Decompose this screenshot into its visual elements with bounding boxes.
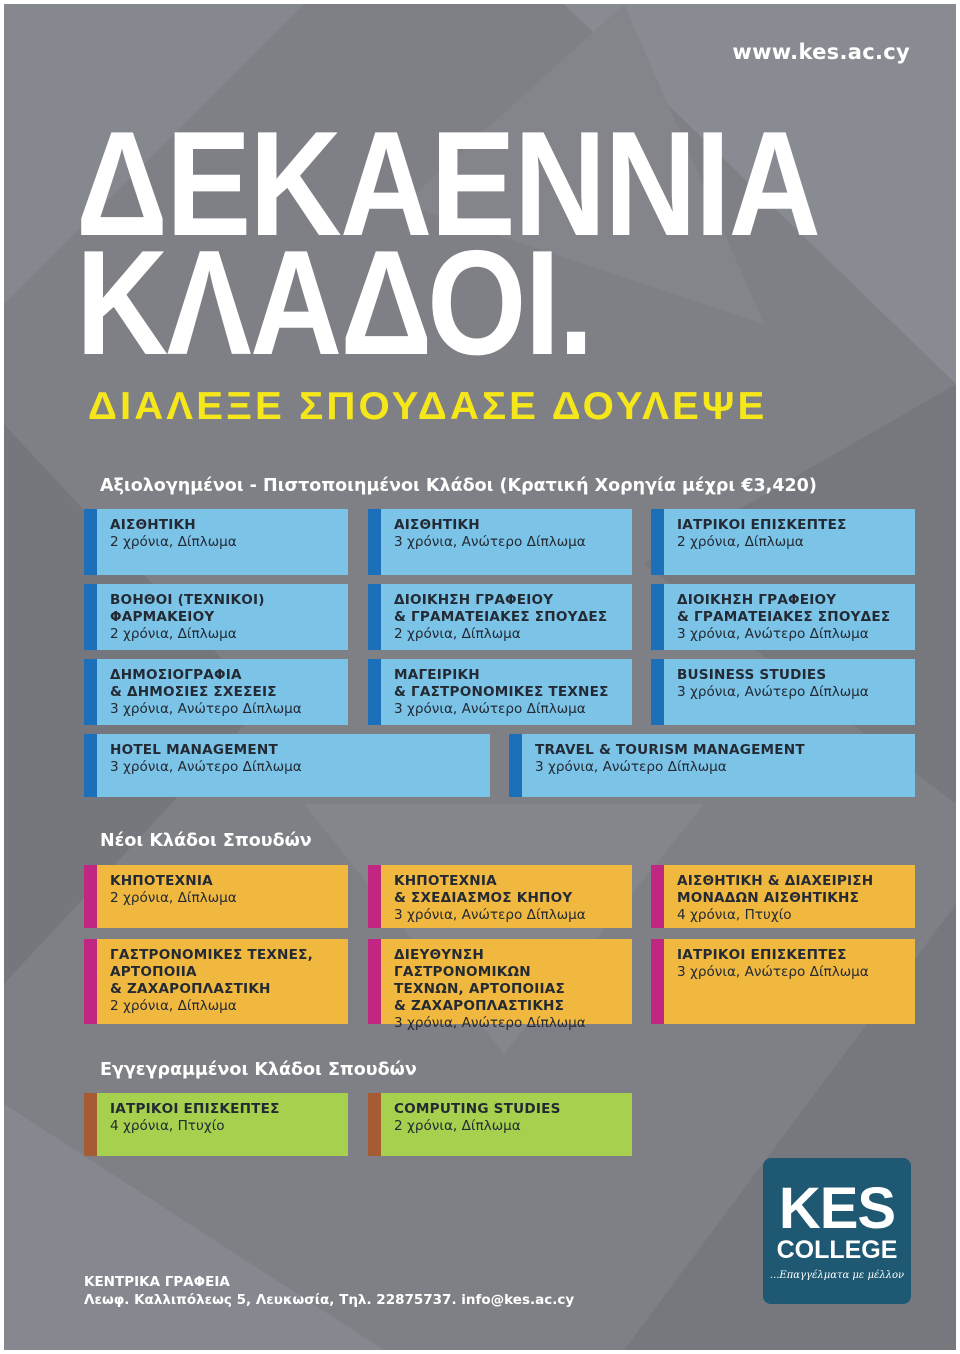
program-title: ΒΟΗΘΟΙ (ΤΕΧΝΙΚΟΙ) ΦΑΡΜΑΚΕΙΟΥ [110,592,265,625]
program-detail: 3 χρόνια, Ανώτερο Δίπλωμα [394,907,586,923]
program-card [84,939,348,1024]
program-card [368,509,632,575]
logo-tagline: ...Επαγγέλματα με μέλλον [769,1270,905,1281]
slogan: ΔΙΑΛΕΞΕ ΣΠΟΥΔΑΣΕ ΔΟΥΛΕΨΕ [88,385,768,428]
program-card [368,659,632,725]
program-detail: 2 χρόνια, Δίπλωμα [394,626,521,642]
program-card [368,865,632,928]
program-detail: 3 χρόνια, Ανώτερο Δίπλωμα [110,701,302,717]
headline-line-1: ΔΕΚΑΕΝΝΙΑ [76,100,820,268]
program-title: ΙΑΤΡΙΚΟΙ ΕΠΙΣΚΕΠΤΕΣ [677,947,847,963]
registered-programs-heading: Εγγεγραμμένοι Κλάδοι Σπουδών [100,1060,417,1080]
program-card [509,734,915,797]
program-title: ΙΑΤΡΙΚΟΙ ΕΠΙΣΚΕΠΤΕΣ [110,1101,280,1117]
logo-kes-text: KES [778,1176,896,1241]
logo-college-text: COLLEGE [776,1236,898,1264]
program-card [368,939,632,1031]
poster [4,4,956,1350]
program-title: COMPUTING STUDIES [394,1101,561,1117]
program-detail: 2 χρόνια, Δίπλωμα [110,534,237,550]
program-title: ΑΙΣΘΗΤΙΚΗ [110,517,196,533]
program-detail: 2 χρόνια, Δίπλωμα [110,890,237,906]
program-card [84,865,348,928]
program-title: ΔΙΕΥΘΥΝΣΗ ΓΑΣΤΡΟΝΟΜΙΚΩΝ ΤΕΧΝΩΝ, ΑΡΤΟΠΟΙΙΑΣ & ΖΑΧΑΡΟΠΛΑΣΤΙΚΗΣ [394,947,566,1014]
program-detail: 2 χρόνια, Δίπλωμα [110,626,237,642]
program-card [651,939,915,1024]
program-detail: 3 χρόνια, Ανώτερο Δίπλωμα [394,1015,586,1031]
program-card [651,584,915,650]
program-title: ΔΙΟΙΚΗΣΗ ΓΡΑΦΕΙΟΥ & ΓΡΑΜΑΤΕΙΑΚΕΣ ΣΠΟΥΔΕΣ [394,592,608,625]
program-detail: 3 χρόνια, Ανώτερο Δίπλωμα [677,684,869,700]
program-card [84,509,348,575]
program-detail: 2 χρόνια, Δίπλωμα [110,998,237,1014]
program-card [368,584,632,650]
footer-heading: ΚΕΝΤΡΙΚΑ ΓΡΑΦΕΙΑ [84,1274,230,1290]
program-detail: 4 χρόνια, Πτυχίο [110,1118,225,1134]
program-title: ΚΗΠΟΤΕΧΝΙΑ [110,873,213,889]
program-detail: 2 χρόνια, Δίπλωμα [677,534,804,550]
program-card [84,1093,348,1156]
program-detail: 3 χρόνια, Ανώτερο Δίπλωμα [110,759,302,775]
program-title: ΑΙΣΘΗΤΙΚΗ [394,517,480,533]
program-detail: 3 χρόνια, Ανώτερο Δίπλωμα [535,759,727,775]
program-title: ΔΙΟΙΚΗΣΗ ΓΡΑΦΕΙΟΥ & ΓΡΑΜΑΤΕΙΑΚΕΣ ΣΠΟΥΔΕΣ [677,592,891,625]
program-title: ΚΗΠΟΤΕΧΝΙΑ & ΣΧΕΔΙΑΣΜΟΣ ΚΗΠΟΥ [394,873,573,906]
program-card [84,734,490,797]
kes-college-logo [763,1158,911,1304]
program-title: HOTEL MANAGEMENT [110,742,278,758]
program-title: ΜΑΓΕΙΡΙΚΗ & ΓΑΣΤΡΟΝΟΜΙΚΕΣ ΤΕΧΝΕΣ [394,667,609,700]
program-detail: 3 χρόνια, Ανώτερο Δίπλωμα [394,701,586,717]
program-card [368,1093,632,1156]
program-title: TRAVEL & TOURISM MANAGEMENT [535,742,805,758]
program-detail: 3 χρόνια, Ανώτερο Δίπλωμα [394,534,586,550]
program-detail: 4 χρόνια, Πτυχίο [677,907,792,923]
program-card [651,509,915,575]
program-detail: 2 χρόνια, Δίπλωμα [394,1118,521,1134]
program-card [651,659,915,725]
headline-line-2: ΚΛΑΔΟΙ. [76,219,593,387]
new-programs-heading: Νέοι Κλάδοι Σπουδών [100,831,312,851]
accredited-heading: Αξιολογημένοι - Πιστοποιημένοι Κλάδοι (Κρατική Χορηγία μέχρι €3,420) [100,476,817,496]
program-detail: 3 χρόνια, Ανώτερο Δίπλωμα [677,626,869,642]
program-title: BUSINESS STUDIES [677,667,827,683]
website-url[interactable]: www.kes.ac.cy [732,40,910,64]
program-card [651,865,915,928]
program-title: ΑΙΣΘΗΤΙΚΗ & ΔΙΑΧΕΙΡΙΣΗ ΜΟΝΑΔΩΝ ΑΙΣΘΗΤΙΚΗΣ [677,873,874,906]
program-title: ΔΗΜΟΣΙΟΓΡΑΦΙΑ & ΔΗΜΟΣΙΕΣ ΣΧΕΣΕΙΣ [110,667,277,700]
program-detail: 3 χρόνια, Ανώτερο Δίπλωμα [677,964,869,980]
footer-address: Λεωφ. Καλλιπόλεως 5, Λευκωσία, Τηλ. 22875737. info@kes.ac.cy [84,1292,575,1308]
program-card [84,659,348,725]
program-title: ΓΑΣΤΡΟΝΟΜΙΚΕΣ ΤΕΧΝΕΣ, ΑΡΤΟΠΟΙΙΑ & ΖΑΧΑΡΟΠΛΑΣΤΙΚΗ [110,947,313,997]
program-card [84,584,348,650]
program-title: ΙΑΤΡΙΚΟΙ ΕΠΙΣΚΕΠΤΕΣ [677,517,847,533]
